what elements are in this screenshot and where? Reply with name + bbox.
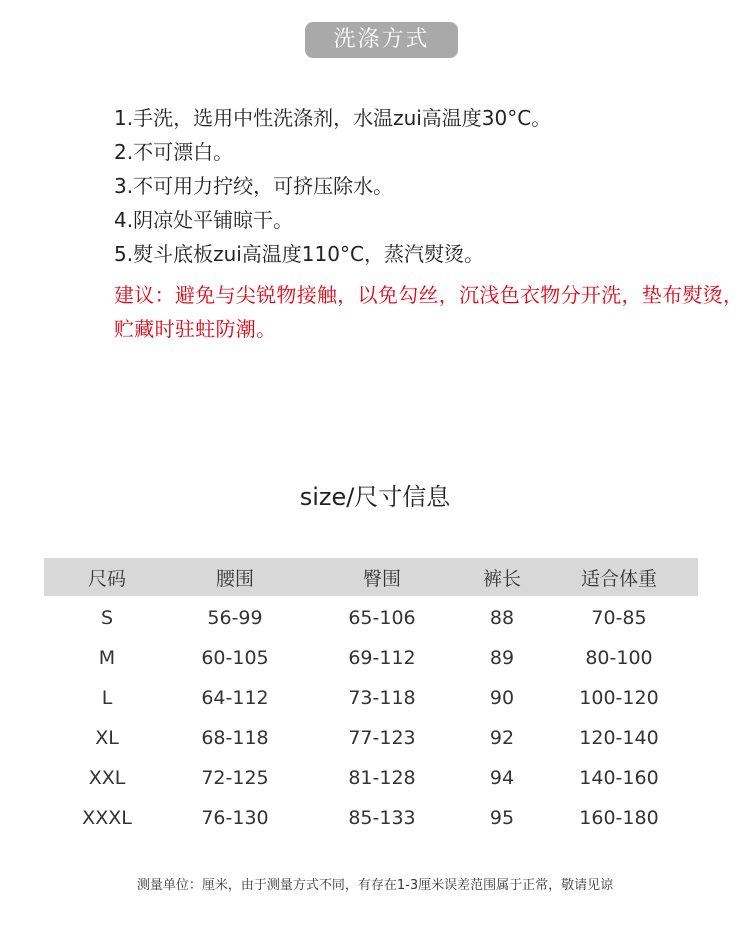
cell-length: 90 [489, 687, 515, 709]
cell-weight: 100-120 [579, 687, 659, 709]
cell-weight: 80-100 [585, 647, 653, 669]
size-table [44, 558, 698, 838]
measurement-note: 测量单位：厘米，由于测量方式不同，有存在1-3厘米误差范围属于正常，敬请见谅 [136, 878, 614, 893]
cell-weight: 140-160 [579, 767, 659, 789]
washing-instructions-list [114, 101, 744, 271]
cell-hip: 77-123 [348, 727, 416, 749]
cell-hip: 73-118 [348, 687, 416, 709]
table-row [44, 678, 698, 718]
instruction-item: 2.不可漂白。 [114, 140, 234, 164]
table-row [44, 798, 698, 838]
cell-waist: 56-99 [207, 607, 263, 629]
cell-waist: 76-130 [201, 807, 269, 829]
size-table-header-row [44, 558, 698, 596]
header-weight: 适合体重 [540, 558, 698, 596]
cell-waist: 68-118 [201, 727, 269, 749]
table-row [44, 638, 698, 678]
cell-length: 89 [489, 647, 515, 669]
cell-size: M [98, 647, 116, 669]
cell-waist: 60-105 [201, 647, 269, 669]
header-hip: 臀围 [300, 558, 464, 596]
instruction-item: 4.阴凉处平铺晾干。 [114, 208, 294, 232]
care-advice: 建议：避免与尖锐物接触，以免勾丝，沉浅色衣物分开洗，垫布熨烫，贮藏时驻蛀防潮。 [114, 283, 744, 341]
table-row [44, 758, 698, 798]
washing-method-title: 洗涤方式 [305, 22, 458, 58]
header-waist: 腰围 [170, 558, 300, 596]
size-info-title: size/尺寸信息 [299, 483, 451, 511]
cell-length: 94 [489, 767, 515, 789]
cell-size: S [100, 607, 114, 629]
cell-hip: 81-128 [348, 767, 416, 789]
instruction-item: 1.手洗，选用中性洗涤剂，水温zui高温度30°C。 [114, 106, 552, 130]
cell-hip: 69-112 [348, 647, 416, 669]
header-length: 裤长 [464, 558, 540, 596]
table-row [44, 596, 698, 638]
cell-length: 92 [489, 727, 515, 749]
cell-weight: 70-85 [591, 607, 647, 629]
cell-waist: 72-125 [201, 767, 269, 789]
cell-size: L [101, 687, 113, 709]
cell-weight: 160-180 [579, 807, 659, 829]
cell-weight: 120-140 [579, 727, 659, 749]
cell-waist: 64-112 [201, 687, 269, 709]
cell-length: 88 [489, 607, 515, 629]
table-row [44, 718, 698, 758]
cell-size: XL [95, 727, 119, 749]
cell-length: 95 [489, 807, 515, 829]
instruction-item: 3.不可用力拧绞，可挤压除水。 [114, 174, 394, 198]
cell-size: XXL [88, 767, 126, 789]
instruction-item: 5.熨斗底板zui高温度110°C，蒸汽熨烫。 [114, 242, 484, 266]
cell-size: XXXL [82, 807, 132, 829]
header-size: 尺码 [44, 558, 170, 596]
cell-hip: 65-106 [348, 607, 416, 629]
cell-hip: 85-133 [348, 807, 416, 829]
